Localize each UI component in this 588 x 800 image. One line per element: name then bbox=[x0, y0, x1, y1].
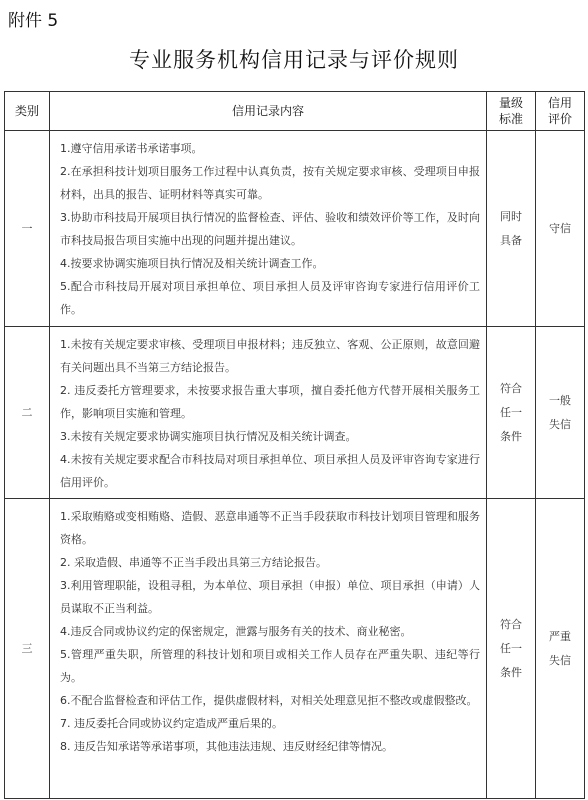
quantity-line2: 任一 bbox=[500, 641, 522, 655]
list-item: 2. 采取造假、串通等不正当手段出具第三方结论报告。 bbox=[60, 556, 327, 569]
rating-line1: 一般 bbox=[549, 393, 571, 407]
list-item: 1.未按有关规定要求审核、受理项目申报材料；违反独立、客观、公正原则，故意回避有关问题出具不当第三方结论报告。 bbox=[60, 338, 480, 374]
row-category: 三 bbox=[5, 499, 50, 799]
row-category: 一 bbox=[5, 131, 50, 327]
rating-line1: 严重 bbox=[549, 629, 571, 643]
list-item: 2.在承担科技计划项目服务工作过程中认真负责，按有关规定要求审核、受理项目申报材料，出具的报告、证明材料等真实可靠。 bbox=[60, 165, 480, 201]
quantity-line1: 同时 bbox=[500, 209, 522, 223]
header-content: 信用记录内容 bbox=[50, 92, 487, 131]
quantity-line1: 符合 bbox=[500, 617, 522, 631]
list-item: 3.利用管理职能，设租寻租，为本单位、项目承担（申报）单位、项目承担（申请）人员谋取不正当利益。 bbox=[60, 579, 480, 615]
list-item: 3.协助市科技局开展项目执行情况的监督检查、评估、验收和绩效评价等工作，及时向市科技局报告项目实施中出现的问题并提出建议。 bbox=[60, 211, 480, 247]
rating-line2: 失信 bbox=[549, 653, 571, 667]
list-item: 4.未按有关规定要求配合市科技局对项目承担单位、项目承担人员及评审咨询专家进行信用评价。 bbox=[60, 453, 480, 489]
list-item: 6.不配合监督检查和评估工作，提供虚假材料，对相关处理意见拒不整改或虚假整改。 bbox=[60, 694, 478, 707]
credit-rules-table bbox=[4, 91, 585, 799]
list-item: 4.按要求协调实施项目执行情况及相关统计调查工作。 bbox=[60, 257, 324, 270]
header-rating-line1: 信用 bbox=[547, 96, 572, 110]
header-quantity-standard bbox=[487, 92, 536, 131]
table-row bbox=[5, 131, 585, 327]
quantity-line3: 条件 bbox=[500, 665, 522, 679]
header-category: 类别 bbox=[5, 92, 50, 131]
page-title: 专业服务机构信用记录与评价规则 bbox=[129, 48, 459, 72]
row-quantity-standard bbox=[487, 499, 536, 799]
row-content bbox=[50, 499, 487, 799]
list-item: 4.违反合同或协议约定的保密规定，泄露与服务有关的技术、商业秘密。 bbox=[60, 625, 412, 638]
header-quantity-line2: 标准 bbox=[498, 112, 523, 126]
list-item: 7. 违反委托合同或协议约定造成严重后果的。 bbox=[60, 717, 283, 730]
header-credit-rating bbox=[536, 92, 585, 131]
list-item: 8. 违反告知承诺等承诺事项，其他违法违规、违反财经纪律等情况。 bbox=[60, 740, 393, 753]
rating-line1: 守信 bbox=[549, 222, 571, 235]
table-header-row bbox=[5, 92, 585, 131]
header-quantity-line1: 量级 bbox=[498, 96, 523, 110]
rating-line2: 失信 bbox=[549, 417, 571, 431]
row-category: 二 bbox=[5, 327, 50, 499]
row-quantity-standard bbox=[487, 327, 536, 499]
table-row bbox=[5, 499, 585, 799]
quantity-line1: 符合 bbox=[500, 381, 522, 395]
row-quantity-standard bbox=[487, 131, 536, 327]
row-credit-rating bbox=[536, 499, 585, 799]
row-content bbox=[50, 131, 487, 327]
list-item: 3.未按有关规定要求协调实施项目执行情况及相关统计调查。 bbox=[60, 430, 357, 443]
quantity-line3: 条件 bbox=[500, 429, 522, 443]
header-rating-line2: 评价 bbox=[547, 112, 572, 126]
row-credit-rating bbox=[536, 327, 585, 499]
list-item: 5.管理严重失职，所管理的科技计划和项目或相关工作人员存在严重失职、违纪等行为。 bbox=[60, 648, 480, 684]
list-item: 5.配合市科技局开展对项目承担单位、项目承担人员及评审咨询专家进行信用评价工作。 bbox=[60, 280, 480, 316]
quantity-line2: 任一 bbox=[500, 405, 522, 419]
list-item: 1.遵守信用承诺书承诺事项。 bbox=[60, 142, 203, 155]
table-row bbox=[5, 327, 585, 499]
row-content bbox=[50, 327, 487, 499]
list-item: 2. 违反委托方管理要求，未按要求报告重大事项，擅自委托他方代替开展相关服务工作，影响项目实施和管理。 bbox=[60, 384, 480, 420]
list-item: 1.采取贿赂或变相贿赂、造假、恶意串通等不正当手段获取市科技计划项目管理和服务资格。 bbox=[60, 510, 480, 546]
row-credit-rating bbox=[536, 131, 585, 327]
attachment-label: 附件 5 bbox=[8, 11, 59, 31]
quantity-line2: 具备 bbox=[500, 233, 522, 247]
